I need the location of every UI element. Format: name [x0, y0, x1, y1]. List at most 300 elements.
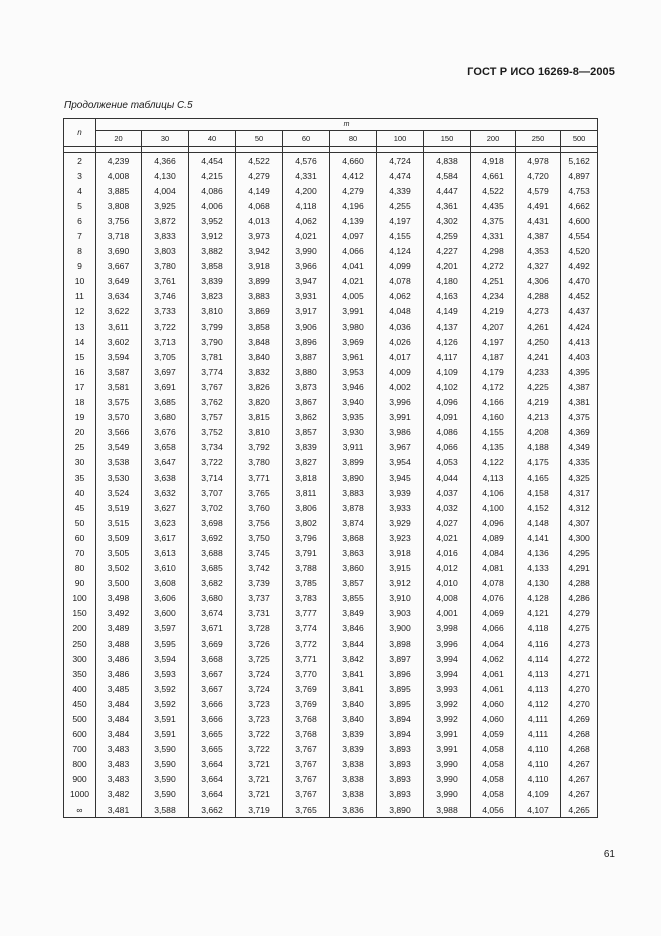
value-cell: 3,806	[283, 500, 330, 515]
value-cell: 4,060	[471, 711, 516, 726]
table-row	[64, 545, 598, 560]
value-cell: 3,808	[96, 198, 142, 213]
row-n-cell: 70	[64, 545, 96, 560]
value-cell: 4,060	[471, 696, 516, 711]
table-row	[64, 319, 598, 334]
row-n-cell: 18	[64, 395, 96, 410]
value-cell: 3,590	[142, 757, 189, 772]
value-cell: 3,772	[283, 636, 330, 651]
table-row	[64, 772, 598, 787]
value-cell: 4,158	[516, 485, 561, 500]
value-cell: 3,799	[189, 319, 236, 334]
value-cell: 3,750	[236, 530, 283, 545]
value-cell: 3,890	[330, 470, 377, 485]
value-cell: 4,452	[561, 289, 598, 304]
value-cell: 4,048	[377, 304, 424, 319]
value-cell: 3,509	[96, 530, 142, 545]
value-cell: 4,579	[516, 183, 561, 198]
value-cell: 4,137	[424, 319, 471, 334]
row-n-cell: 150	[64, 606, 96, 621]
value-cell: 3,917	[283, 304, 330, 319]
value-cell: 4,107	[516, 802, 561, 818]
value-cell: 3,848	[236, 334, 283, 349]
value-cell: 4,196	[330, 198, 377, 213]
value-cell: 3,838	[330, 787, 377, 802]
value-cell: 4,331	[471, 228, 516, 243]
value-cell: 4,279	[561, 606, 598, 621]
value-cell: 3,896	[283, 334, 330, 349]
value-cell: 3,887	[283, 349, 330, 364]
value-cell: 4,096	[424, 395, 471, 410]
value-cell: 3,742	[236, 561, 283, 576]
row-n-cell: 11	[64, 289, 96, 304]
value-cell: 3,756	[96, 213, 142, 228]
table-row	[64, 259, 598, 274]
value-cell: 4,059	[471, 727, 516, 742]
value-cell: 4,175	[516, 455, 561, 470]
value-cell: 3,722	[189, 455, 236, 470]
value-cell: 4,032	[424, 500, 471, 515]
value-cell: 3,898	[377, 636, 424, 651]
table-row	[64, 757, 598, 772]
value-cell: 3,667	[189, 681, 236, 696]
value-cell: 3,668	[189, 651, 236, 666]
row-n-cell: 13	[64, 319, 96, 334]
value-cell: 4,096	[471, 515, 516, 530]
value-cell: 3,988	[424, 802, 471, 818]
value-cell: 4,227	[424, 244, 471, 259]
value-cell: 4,110	[516, 742, 561, 757]
value-cell: 4,084	[471, 545, 516, 560]
value-cell: 4,200	[283, 183, 330, 198]
value-cell: 3,860	[330, 561, 377, 576]
value-cell: 4,302	[424, 213, 471, 228]
value-cell: 4,201	[424, 259, 471, 274]
value-cell: 3,587	[96, 364, 142, 379]
value-cell: 3,791	[283, 545, 330, 560]
column-header: 200	[471, 131, 516, 147]
value-cell: 3,918	[236, 259, 283, 274]
value-cell: 3,990	[424, 757, 471, 772]
value-cell: 3,840	[236, 349, 283, 364]
row-n-cell: 19	[64, 410, 96, 425]
value-cell: 4,179	[471, 364, 516, 379]
value-cell: 3,893	[377, 742, 424, 757]
value-cell: 3,632	[142, 485, 189, 500]
value-cell: 3,833	[142, 228, 189, 243]
value-cell: 4,268	[561, 727, 598, 742]
value-cell: 4,437	[561, 304, 598, 319]
value-cell: 4,298	[471, 244, 516, 259]
value-cell: 3,767	[283, 772, 330, 787]
value-cell: 4,255	[377, 198, 424, 213]
value-cell: 4,021	[283, 228, 330, 243]
value-cell: 3,622	[96, 304, 142, 319]
value-cell: 4,361	[424, 198, 471, 213]
value-cell: 4,165	[516, 470, 561, 485]
table-row	[64, 727, 598, 742]
table-row	[64, 334, 598, 349]
value-cell: 3,774	[189, 364, 236, 379]
value-cell: 3,839	[189, 274, 236, 289]
table-row	[64, 455, 598, 470]
value-cell: 3,885	[96, 183, 142, 198]
value-cell: 4,128	[516, 591, 561, 606]
table-row	[64, 304, 598, 319]
row-n-cell: 10	[64, 274, 96, 289]
value-cell: 4,288	[561, 576, 598, 591]
value-cell: 4,061	[471, 666, 516, 681]
value-cell: 4,288	[516, 289, 561, 304]
value-cell: 3,595	[142, 636, 189, 651]
value-cell: 4,720	[516, 168, 561, 183]
value-cell: 3,723	[236, 696, 283, 711]
value-cell: 3,691	[142, 379, 189, 394]
value-cell: 4,008	[424, 591, 471, 606]
value-cell: 3,945	[377, 470, 424, 485]
value-cell: 4,251	[471, 274, 516, 289]
column-header: 150	[424, 131, 471, 147]
value-cell: 4,197	[377, 213, 424, 228]
value-cell: 3,667	[189, 666, 236, 681]
value-cell: 4,300	[561, 530, 598, 545]
value-cell: 4,307	[561, 515, 598, 530]
value-cell: 4,111	[516, 711, 561, 726]
value-cell: 3,823	[189, 289, 236, 304]
table-row	[64, 485, 598, 500]
value-cell: 4,207	[471, 319, 516, 334]
value-cell: 4,454	[189, 153, 236, 169]
table-row	[64, 213, 598, 228]
row-n-cell: 15	[64, 349, 96, 364]
value-cell: 4,270	[561, 681, 598, 696]
table-row	[64, 440, 598, 455]
row-n-cell: 7	[64, 228, 96, 243]
value-cell: 3,923	[377, 530, 424, 545]
value-cell: 3,903	[377, 606, 424, 621]
value-cell: 3,590	[142, 772, 189, 787]
value-cell: 3,538	[96, 455, 142, 470]
value-cell: 4,753	[561, 183, 598, 198]
value-cell: 3,991	[424, 742, 471, 757]
value-cell: 3,731	[236, 606, 283, 621]
value-cell: 4,660	[330, 153, 377, 169]
value-cell: 3,838	[330, 772, 377, 787]
value-cell: 4,100	[471, 500, 516, 515]
value-cell: 4,056	[471, 802, 516, 818]
value-cell: 3,592	[142, 681, 189, 696]
value-cell: 3,760	[236, 500, 283, 515]
page-number: 61	[603, 849, 615, 860]
value-cell: 4,027	[424, 515, 471, 530]
value-cell: 3,664	[189, 787, 236, 802]
row-n-cell: 200	[64, 621, 96, 636]
value-cell: 4,381	[561, 395, 598, 410]
value-cell: 3,996	[377, 395, 424, 410]
table-row	[64, 787, 598, 802]
value-cell: 3,890	[377, 802, 424, 818]
value-cell: 3,737	[236, 591, 283, 606]
value-cell: 4,215	[189, 168, 236, 183]
value-cell: 3,840	[330, 711, 377, 726]
value-cell: 3,803	[142, 244, 189, 259]
value-cell: 3,484	[96, 711, 142, 726]
value-cell: 4,058	[471, 742, 516, 757]
value-cell: 4,121	[516, 606, 561, 621]
value-cell: 3,658	[142, 440, 189, 455]
value-cell: 4,069	[471, 606, 516, 621]
value-cell: 3,895	[377, 681, 424, 696]
value-cell: 3,752	[189, 425, 236, 440]
value-cell: 3,502	[96, 561, 142, 576]
column-header: 80	[330, 131, 377, 147]
value-cell: 3,671	[189, 621, 236, 636]
value-cell: 3,980	[330, 319, 377, 334]
value-cell: 3,827	[283, 455, 330, 470]
value-cell: 4,197	[471, 334, 516, 349]
value-cell: 4,339	[377, 183, 424, 198]
value-cell: 3,767	[283, 757, 330, 772]
value-cell: 4,520	[561, 244, 598, 259]
value-cell: 4,112	[516, 696, 561, 711]
value-cell: 3,484	[96, 696, 142, 711]
value-cell: 3,725	[236, 651, 283, 666]
value-cell: 4,431	[516, 213, 561, 228]
value-cell: 3,697	[142, 364, 189, 379]
column-header: 500	[561, 131, 598, 147]
value-cell: 3,925	[142, 198, 189, 213]
row-n-cell: 30	[64, 455, 96, 470]
value-cell: 4,918	[471, 153, 516, 169]
row-n-cell: 17	[64, 379, 96, 394]
value-cell: 3,953	[330, 364, 377, 379]
value-cell: 4,149	[236, 183, 283, 198]
row-n-cell: 60	[64, 530, 96, 545]
value-cell: 4,013	[236, 213, 283, 228]
value-cell: 4,130	[142, 168, 189, 183]
table-row	[64, 636, 598, 651]
value-cell: 4,267	[561, 772, 598, 787]
value-cell: 4,312	[561, 500, 598, 515]
value-cell: 3,942	[236, 244, 283, 259]
value-cell: 3,841	[330, 681, 377, 696]
value-cell: 3,757	[189, 410, 236, 425]
table-row	[64, 561, 598, 576]
value-cell: 3,878	[330, 500, 377, 515]
value-cell: 3,774	[283, 621, 330, 636]
value-cell: 4,062	[283, 213, 330, 228]
row-n-cell: 40	[64, 485, 96, 500]
value-cell: 3,858	[189, 259, 236, 274]
value-cell: 3,810	[236, 425, 283, 440]
value-cell: 3,581	[96, 379, 142, 394]
value-cell: 3,872	[142, 213, 189, 228]
value-cell: 4,273	[561, 636, 598, 651]
value-cell: 4,130	[516, 576, 561, 591]
value-cell: 4,021	[424, 530, 471, 545]
value-cell: 4,271	[561, 666, 598, 681]
value-cell: 3,966	[283, 259, 330, 274]
row-n-cell: 80	[64, 561, 96, 576]
document-standard-header: ГОСТ Р ИСО 16269-8—2005	[467, 66, 615, 78]
value-cell: 4,978	[516, 153, 561, 169]
table-row	[64, 244, 598, 259]
value-cell: 4,213	[516, 410, 561, 425]
value-cell: 3,911	[330, 440, 377, 455]
value-cell: 4,269	[561, 711, 598, 726]
value-cell: 4,155	[471, 425, 516, 440]
value-cell: 4,375	[471, 213, 516, 228]
value-cell: 3,726	[236, 636, 283, 651]
value-cell: 3,664	[189, 757, 236, 772]
value-cell: 3,940	[330, 395, 377, 410]
value-cell: 3,992	[424, 711, 471, 726]
value-cell: 4,353	[516, 244, 561, 259]
value-cell: 3,600	[142, 606, 189, 621]
value-cell: 3,617	[142, 530, 189, 545]
value-cell: 4,160	[471, 410, 516, 425]
column-header: 50	[236, 131, 283, 147]
value-cell: 3,724	[236, 681, 283, 696]
value-cell: 3,483	[96, 757, 142, 772]
value-cell: 4,327	[516, 259, 561, 274]
row-n-cell: 12	[64, 304, 96, 319]
value-cell: 4,275	[561, 621, 598, 636]
value-cell: 3,483	[96, 742, 142, 757]
value-cell: 3,931	[283, 289, 330, 304]
value-cell: 3,665	[189, 742, 236, 757]
row-n-cell: 20	[64, 425, 96, 440]
value-cell: 3,770	[283, 666, 330, 681]
value-cell: 4,133	[516, 561, 561, 576]
value-cell: 4,066	[330, 244, 377, 259]
value-cell: 3,669	[189, 636, 236, 651]
value-cell: 3,880	[283, 364, 330, 379]
value-cell: 4,044	[424, 470, 471, 485]
value-cell: 3,769	[283, 696, 330, 711]
value-cell: 3,780	[142, 259, 189, 274]
value-cell: 4,335	[561, 455, 598, 470]
value-cell: 3,785	[283, 576, 330, 591]
table-row	[64, 606, 598, 621]
value-cell: 4,576	[283, 153, 330, 169]
value-cell: 3,722	[236, 742, 283, 757]
value-cell: 3,530	[96, 470, 142, 485]
value-cell: 3,841	[330, 666, 377, 681]
value-cell: 4,152	[516, 500, 561, 515]
value-cell: 4,110	[516, 757, 561, 772]
value-cell: 3,862	[283, 410, 330, 425]
value-cell: 3,721	[236, 787, 283, 802]
table-row	[64, 198, 598, 213]
row-n-cell: 35	[64, 470, 96, 485]
value-cell: 3,857	[283, 425, 330, 440]
value-cell: 3,777	[283, 606, 330, 621]
value-cell: 3,910	[377, 591, 424, 606]
value-cell: 4,522	[236, 153, 283, 169]
value-cell: 3,608	[142, 576, 189, 591]
value-cell: 3,575	[96, 395, 142, 410]
value-cell: 3,839	[283, 440, 330, 455]
row-n-cell: 90	[64, 576, 96, 591]
value-cell: 3,811	[283, 485, 330, 500]
value-cell: 3,894	[377, 711, 424, 726]
value-cell: 4,600	[561, 213, 598, 228]
value-cell: 4,268	[561, 742, 598, 757]
value-cell: 3,818	[283, 470, 330, 485]
value-cell: 4,239	[96, 153, 142, 169]
value-cell: 4,273	[516, 304, 561, 319]
value-cell: 3,685	[189, 561, 236, 576]
value-cell: 3,489	[96, 621, 142, 636]
value-cell: 3,896	[377, 666, 424, 681]
table-row	[64, 621, 598, 636]
value-cell: 4,233	[516, 364, 561, 379]
row-n-cell: 300	[64, 651, 96, 666]
value-cell: 3,832	[236, 364, 283, 379]
value-cell: 4,113	[516, 681, 561, 696]
value-cell: 3,796	[283, 530, 330, 545]
value-cell: 4,897	[561, 168, 598, 183]
value-cell: 3,869	[236, 304, 283, 319]
value-cell: 3,868	[330, 530, 377, 545]
value-cell: 3,874	[330, 515, 377, 530]
value-cell: 3,897	[377, 651, 424, 666]
table-row	[64, 470, 598, 485]
row-n-cell: 250	[64, 636, 96, 651]
value-cell: 4,188	[516, 440, 561, 455]
value-cell: 3,894	[377, 727, 424, 742]
value-cell: 3,590	[142, 742, 189, 757]
value-cell: 3,724	[236, 666, 283, 681]
value-cell: 3,702	[189, 500, 236, 515]
value-cell: 4,026	[377, 334, 424, 349]
value-cell: 4,066	[424, 440, 471, 455]
value-cell: 4,021	[330, 274, 377, 289]
table-row	[64, 274, 598, 289]
value-cell: 3,676	[142, 425, 189, 440]
value-cell: 3,993	[424, 681, 471, 696]
value-cell: 5,162	[561, 153, 598, 169]
value-cell: 4,241	[516, 349, 561, 364]
table-row	[64, 410, 598, 425]
value-cell: 4,117	[424, 349, 471, 364]
value-cell: 4,261	[516, 319, 561, 334]
value-cell: 4,081	[471, 561, 516, 576]
value-cell: 3,946	[330, 379, 377, 394]
table-row	[64, 395, 598, 410]
value-cell: 3,591	[142, 711, 189, 726]
value-cell: 4,061	[471, 681, 516, 696]
value-cell: 4,267	[561, 787, 598, 802]
value-cell: 4,006	[189, 198, 236, 213]
value-cell: 4,126	[424, 334, 471, 349]
value-cell: 4,078	[377, 274, 424, 289]
value-cell: 3,733	[142, 304, 189, 319]
value-cell: 3,723	[236, 711, 283, 726]
value-cell: 4,259	[424, 228, 471, 243]
value-cell: 4,136	[516, 545, 561, 560]
value-cell: 3,566	[96, 425, 142, 440]
value-cell: 3,765	[236, 485, 283, 500]
value-cell: 3,839	[330, 742, 377, 757]
row-n-cell: 4	[64, 183, 96, 198]
value-cell: 3,767	[189, 379, 236, 394]
value-cell: 4,148	[516, 515, 561, 530]
value-cell: 4,172	[471, 379, 516, 394]
value-cell: 4,135	[471, 440, 516, 455]
value-cell: 3,893	[377, 787, 424, 802]
